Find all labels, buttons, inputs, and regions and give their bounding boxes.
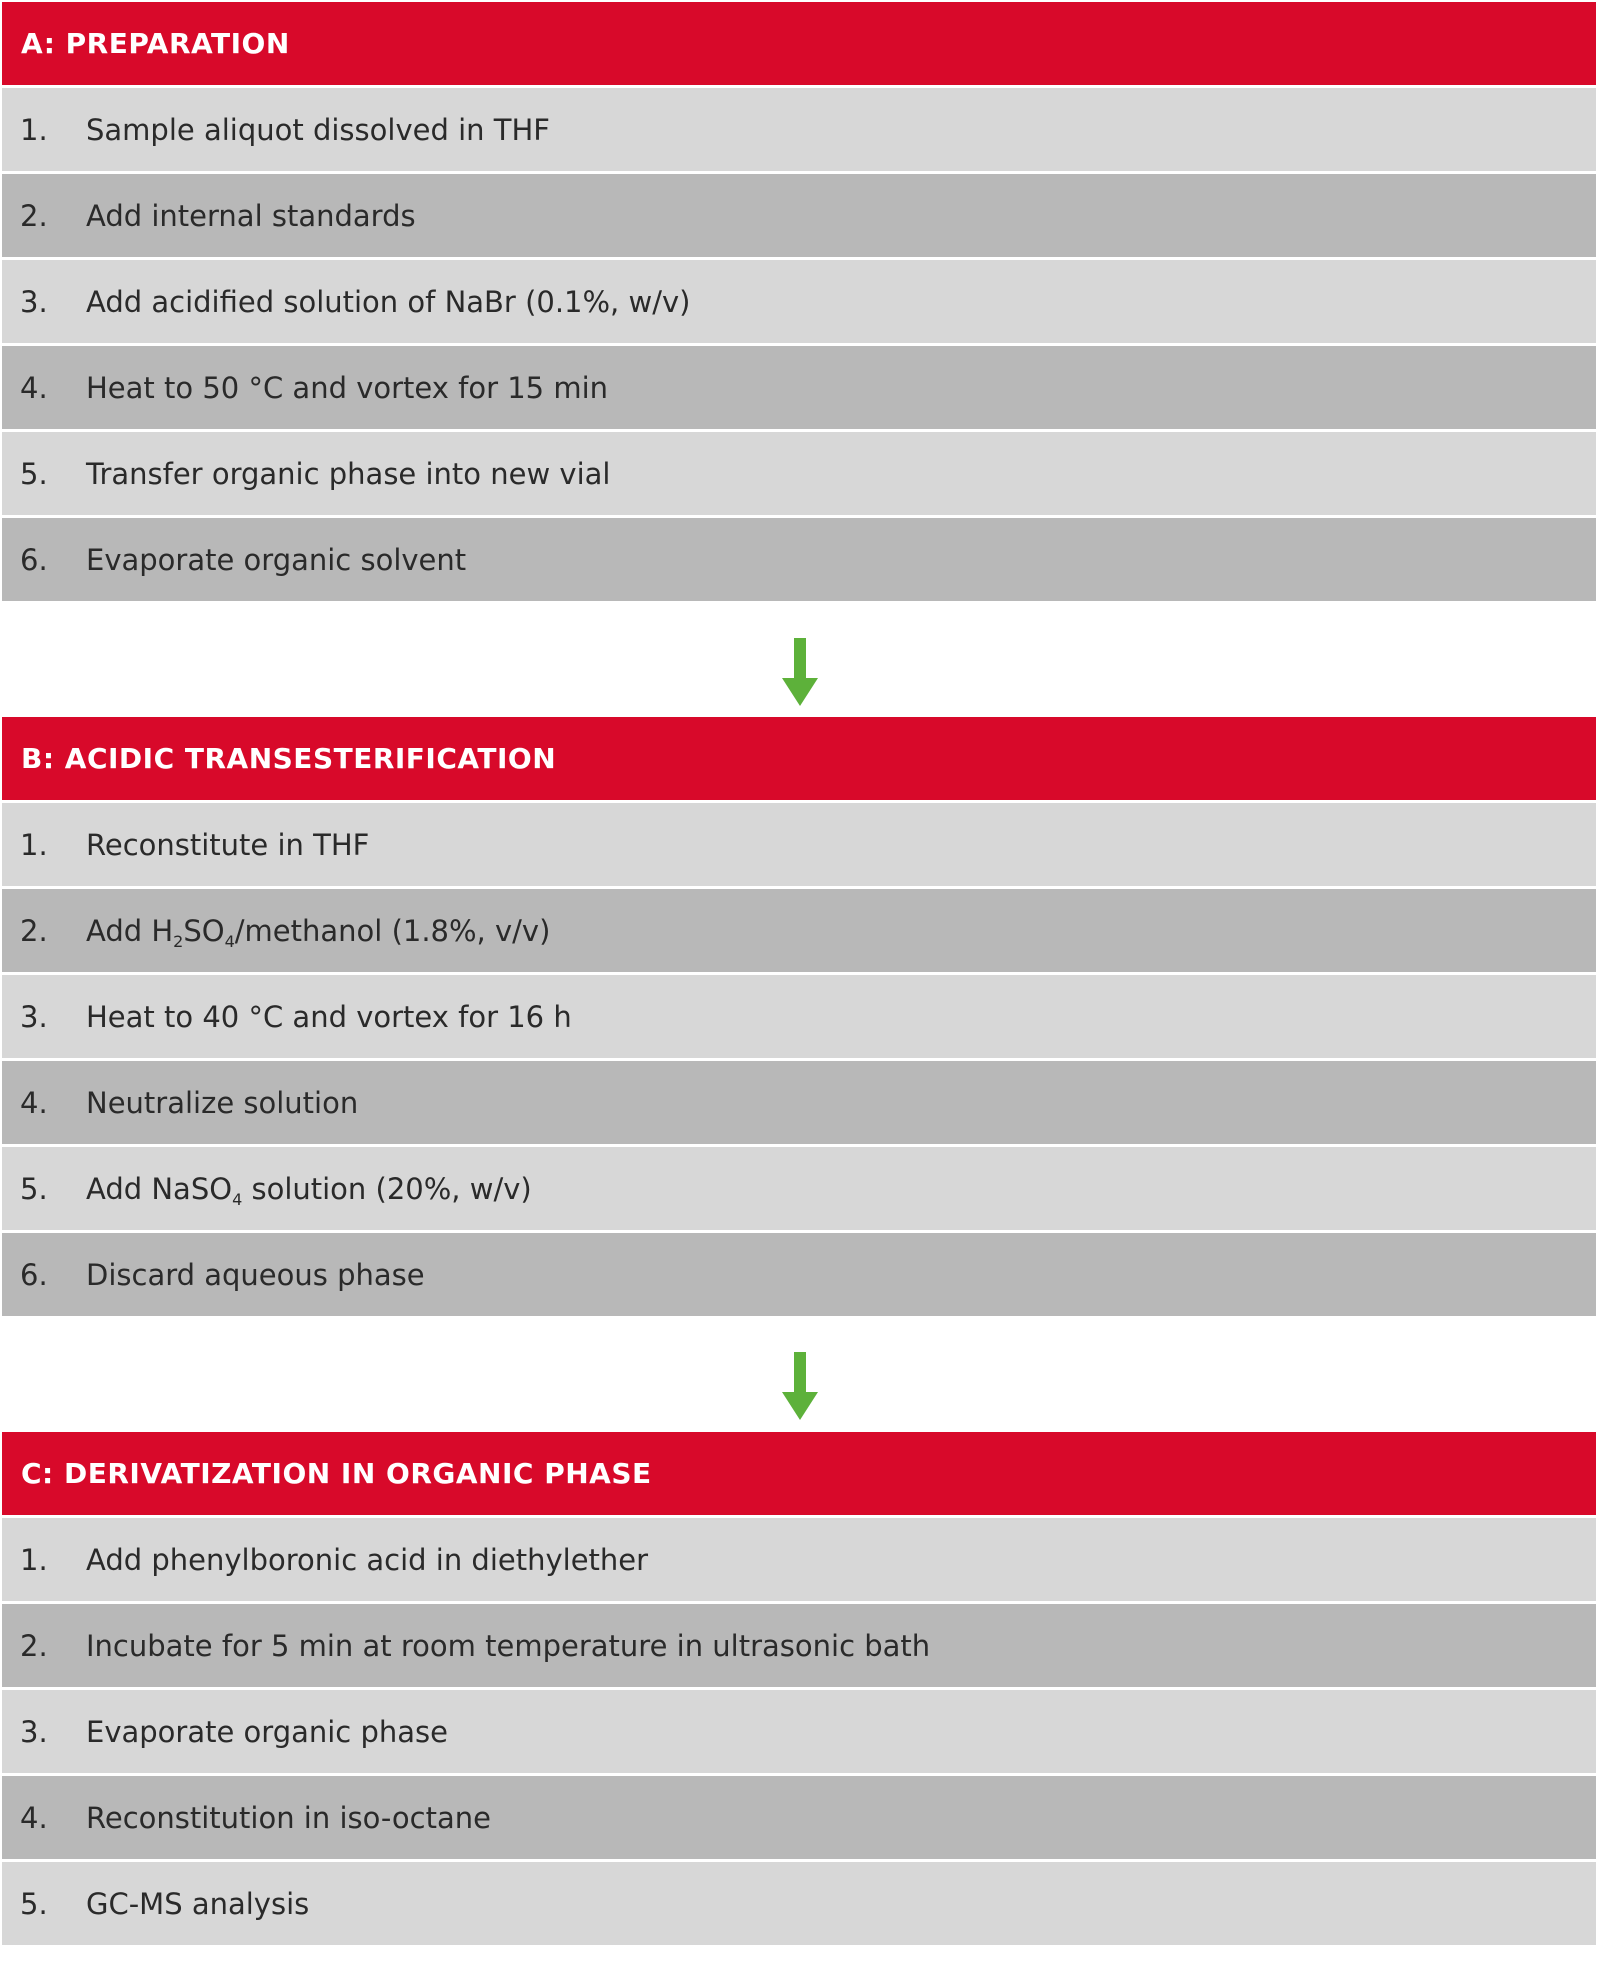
step-text: Evaporate organic solvent xyxy=(86,542,467,577)
step-row xyxy=(2,1061,1596,1147)
step-number: 5. xyxy=(20,1886,48,1921)
step-row xyxy=(2,889,1596,975)
step-number: 5. xyxy=(20,1171,48,1206)
step-row xyxy=(2,260,1596,346)
step-row xyxy=(2,1690,1596,1776)
section-title: C: DERIVATIZATION IN ORGANIC PHASE xyxy=(21,1457,652,1490)
step-text: Discard aqueous phase xyxy=(86,1257,425,1292)
arrow-down-icon-graphic xyxy=(780,1352,820,1422)
section-header xyxy=(2,1432,1596,1518)
step-row xyxy=(2,432,1596,518)
section-acidic-transesterification xyxy=(2,717,1596,1319)
section-title: A: PREPARATION xyxy=(21,27,290,60)
step-row xyxy=(2,1518,1596,1604)
step-text: Reconstitute in THF xyxy=(86,827,370,862)
section-preparation xyxy=(2,2,1596,604)
step-text: Incubate for 5 min at room temperature in ultrasonic bath xyxy=(86,1628,931,1663)
section-derivatization xyxy=(2,1432,1596,1948)
step-text: Add acidified solution of NaBr (0.1%, w/v) xyxy=(86,284,691,319)
step-row xyxy=(2,975,1596,1061)
step-text: Heat to 50 °C and vortex for 15 min xyxy=(86,370,609,405)
step-row xyxy=(2,1147,1596,1233)
section-header xyxy=(2,717,1596,803)
step-text: Transfer organic phase into new vial xyxy=(86,456,611,491)
step-number: 4. xyxy=(20,370,48,405)
step-text: Reconstitution in iso-octane xyxy=(86,1800,491,1835)
section-header xyxy=(2,2,1596,88)
step-row xyxy=(2,174,1596,260)
step-number: 1. xyxy=(20,827,48,862)
step-text: Add NaSO$_4$ solution (20%, w/v) xyxy=(86,1171,532,1209)
step-row xyxy=(2,1862,1596,1948)
step-number: 3. xyxy=(20,284,48,319)
step-text: Neutralize solution xyxy=(86,1085,359,1120)
step-row xyxy=(2,88,1596,174)
step-row xyxy=(2,1604,1596,1690)
step-row xyxy=(2,346,1596,432)
step-number: 4. xyxy=(20,1800,48,1835)
arrow-down-icon-graphic xyxy=(780,638,820,708)
step-number: 6. xyxy=(20,542,48,577)
step-number: 2. xyxy=(20,913,48,948)
step-number: 1. xyxy=(20,112,48,147)
step-number: 4. xyxy=(20,1085,48,1120)
step-text: Add phenylboronic acid in diethylether xyxy=(86,1542,649,1577)
step-number: 5. xyxy=(20,456,48,491)
arrow-down-icon xyxy=(0,638,1600,708)
step-number: 3. xyxy=(20,1714,48,1749)
step-text: Evaporate organic phase xyxy=(86,1714,448,1749)
step-number: 2. xyxy=(20,198,48,233)
step-number: 1. xyxy=(20,1542,48,1577)
step-text: Heat to 40 °C and vortex for 16 h xyxy=(86,999,572,1034)
step-row xyxy=(2,518,1596,604)
step-text: Sample aliquot dissolved in THF xyxy=(86,112,550,147)
step-row xyxy=(2,1776,1596,1862)
step-number: 2. xyxy=(20,1628,48,1663)
step-row xyxy=(2,1233,1596,1319)
step-text: Add internal standards xyxy=(86,198,416,233)
step-row xyxy=(2,803,1596,889)
arrow-down-icon xyxy=(0,1352,1600,1422)
step-text: Add $H_2SO_4$/methanol (1.8%, v/v) xyxy=(86,913,551,951)
step-number: 3. xyxy=(20,999,48,1034)
step-text: GC-MS analysis xyxy=(86,1886,310,1921)
section-title: B: ACIDIC TRANSESTERIFICATION xyxy=(21,742,557,775)
step-number: 6. xyxy=(20,1257,48,1292)
